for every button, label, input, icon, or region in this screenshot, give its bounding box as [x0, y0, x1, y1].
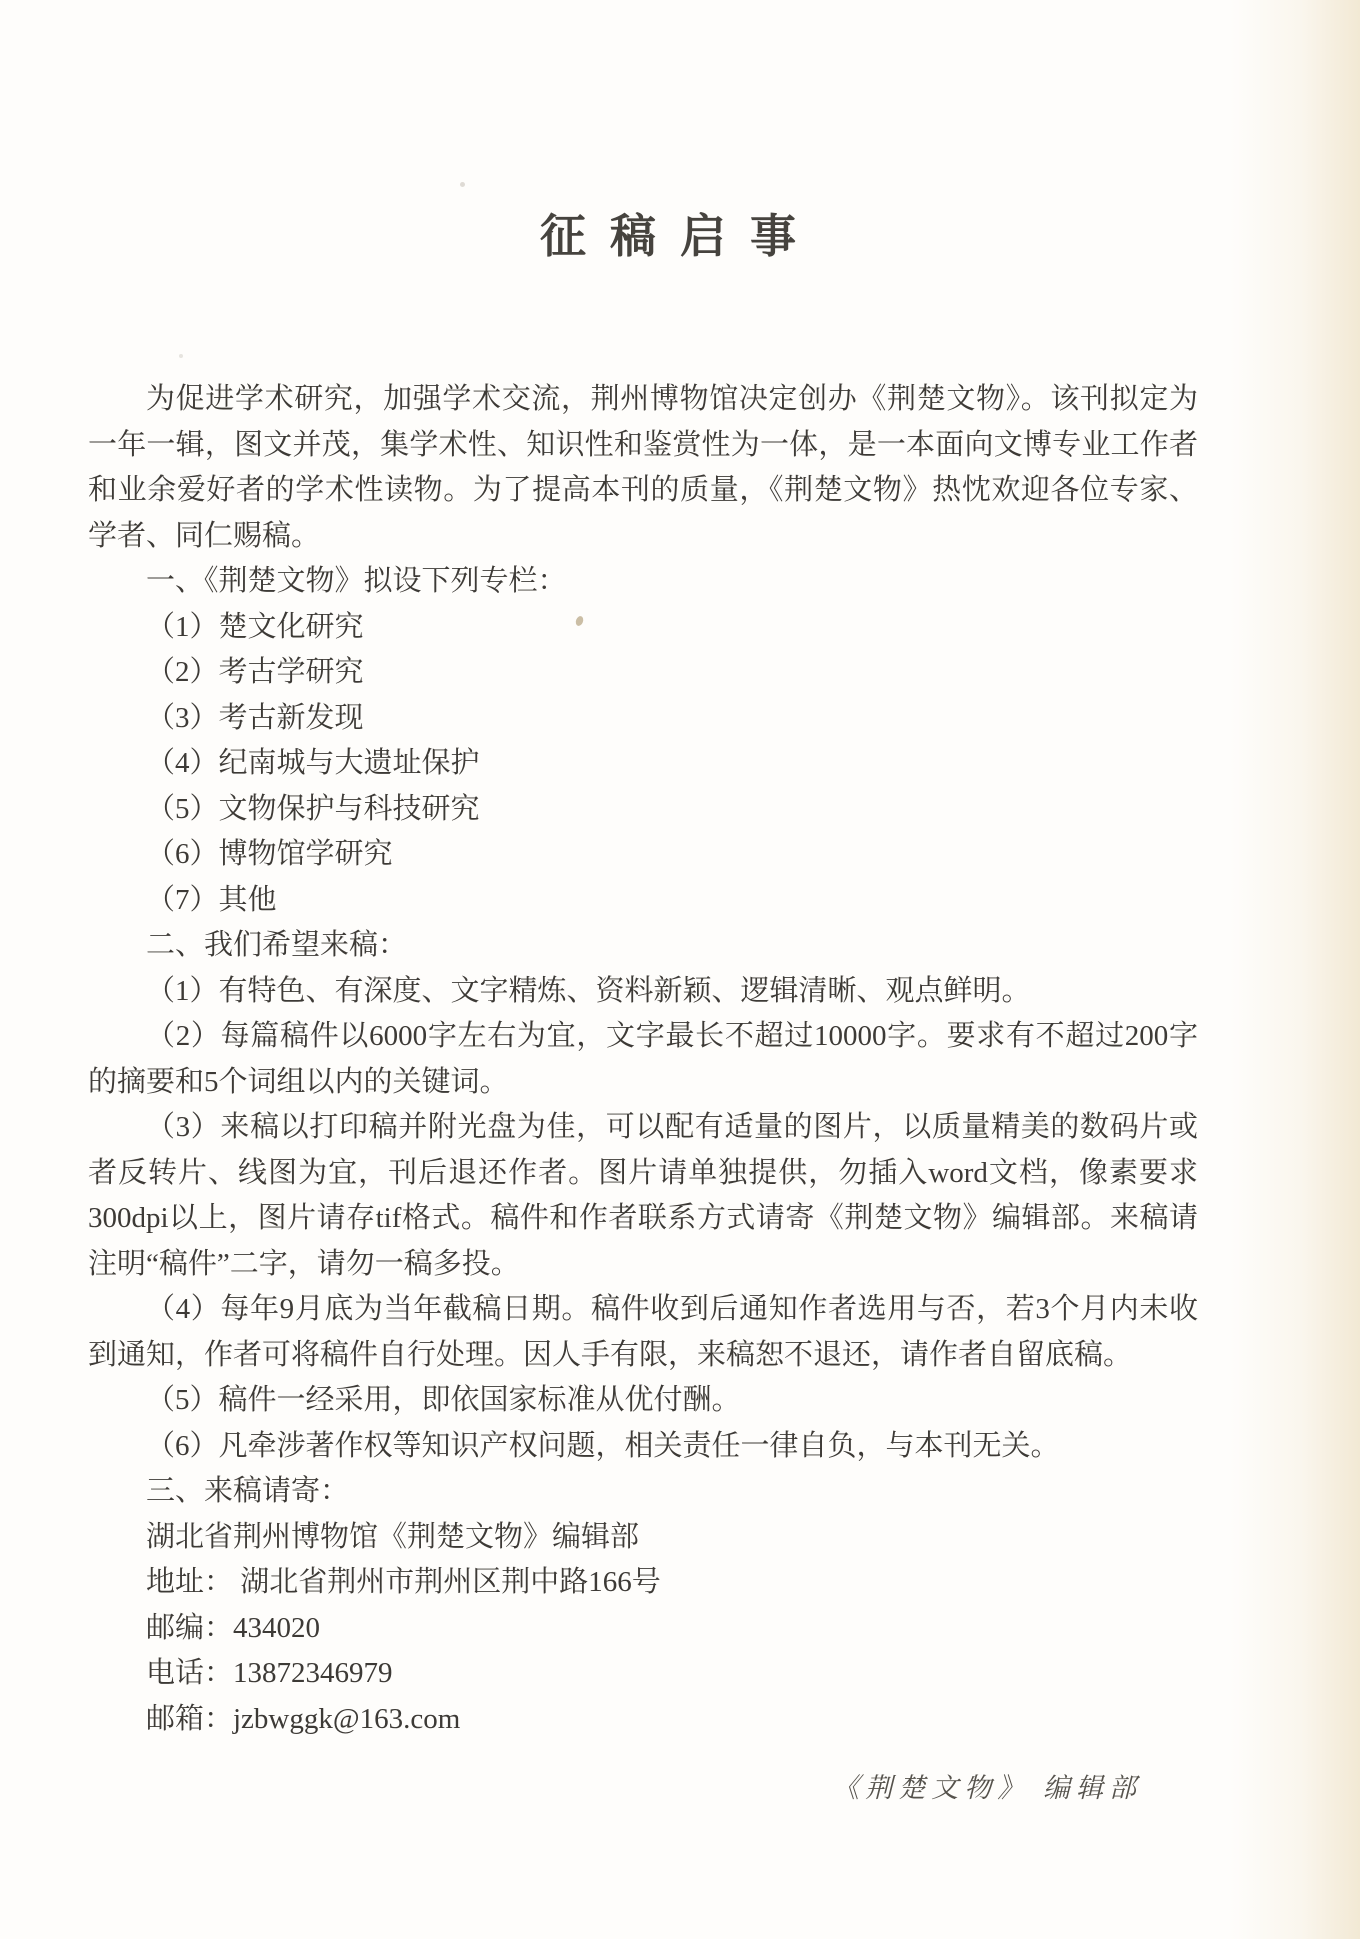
page-title: 征稿启事 — [540, 211, 820, 262]
paragraph: （7）其他 — [146, 883, 277, 916]
paragraph: （2）考古学研究 — [146, 656, 364, 688]
document-body — [88, 377, 1198, 1742]
paragraph: （1）楚文化研究 — [146, 610, 364, 643]
paragraph: 电话：13872346979 — [146, 1657, 393, 1689]
paragraph: （4）纪南城与大遗址保护 — [146, 747, 480, 779]
paragraph: （5）稿件一经采用，即依国家标准从优付酬。 — [146, 1384, 741, 1416]
paragraph: （5）文物保护与科技研究 — [146, 792, 480, 825]
paragraph: （3）考古新发现 — [146, 701, 364, 734]
paragraph: 二、我们希望来稿： — [146, 929, 408, 961]
paragraph: 地址： 湖北省荆州市荆州区荆中路166号 — [146, 1566, 661, 1598]
paragraph: （6）博物馆学研究 — [146, 838, 393, 870]
paragraph: （3）来稿以打印稿并附光盘为佳，可以配有适量的图片，以质量精美的数码片或者反转片、线图为宜，刊后退还作者。图片请单独提供，勿插入word文档，像素要求300dpi以上，图片请存tif格式。稿件和作者联系方式请寄《荆楚文物》编辑部。来稿请注明“稿件”二字，请勿一稿多投。 — [88, 1111, 1198, 1280]
paragraph: （2）每篇稿件以6000字左右为宜，文字最长不超过10000字。要求有不超过200字的摘要和5个词组以内的关键词。 — [88, 1020, 1198, 1098]
paragraph: （4）每年9月底为当年截稿日期。稿件收到后通知作者选用与否，若3个月内未收到通知，作者可将稿件自行处理。因人手有限，来稿恕不退还，请作者自留底稿。 — [88, 1293, 1198, 1371]
paragraph: 湖北省荆州博物馆《荆楚文物》编辑部 — [146, 1520, 640, 1553]
paragraph: 一、《荆楚文物》拟设下列专栏： — [146, 565, 567, 597]
scan-speck — [179, 354, 183, 358]
paragraph: （6）凡牵涉著作权等知识产权问题，相关责任一律自负，与本刊无关。 — [146, 1429, 1060, 1462]
scan-speck — [460, 182, 465, 187]
paragraph: 三、来稿请寄： — [146, 1475, 350, 1507]
paragraph: 为促进学术研究，加强学术交流，荆州博物馆决定创办《荆楚文物》。该刊拟定为一年一辑，图文并茂，集学术性、知识性和鉴赏性为一体，是一本面向文博专业工作者和业余爱好者的学术性读物。为了提高本刊的质量，《荆楚文物》热忱欢迎各位专家、学者、同仁赐稿。 — [88, 383, 1198, 552]
paragraph: （1）有特色、有深度、文字精炼、资料新颖、逻辑清晰、观点鲜明。 — [146, 974, 1031, 1007]
paragraph: 邮箱：jzbwggk@163.com — [146, 1702, 461, 1735]
signature: 《荆楚文物》 编辑部 — [832, 1773, 1142, 1803]
paragraph: 邮编：434020 — [146, 1611, 321, 1644]
